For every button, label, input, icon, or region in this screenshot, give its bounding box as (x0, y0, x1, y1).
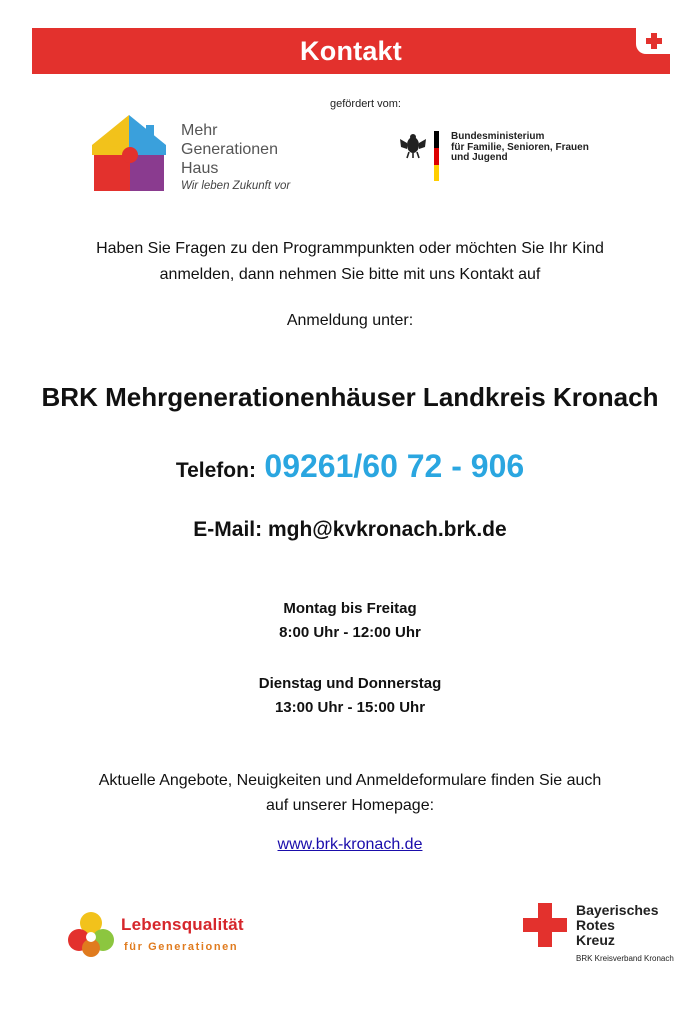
hours-days: Dienstag und Donnerstag (258, 675, 442, 692)
lebensqualitaet-title: Lebensqualität (121, 915, 244, 934)
ministry-line1: Bundesministerium (451, 131, 545, 142)
mgh-line3: Haus (181, 160, 219, 177)
hours-days: Montag bis Freitag (283, 600, 417, 617)
homepage-info-line2: auf unserer Homepage: (265, 797, 435, 814)
red-cross-icon (643, 31, 665, 51)
hours-time: 13:00 Uhr - 15:00 Uhr (274, 699, 426, 716)
brk-line3: Kreuz (576, 932, 615, 948)
email-address[interactable]: E-Mail: mgh@kvkronach.brk.de (193, 518, 507, 541)
phone-label: Telefon: (175, 459, 256, 482)
intro-line1: Haben Sie Fragen zu den Programmpunkten oder möchten Sie Ihr Kind (96, 240, 604, 257)
brk-line1: Bayerisches (576, 902, 659, 918)
brk-kreisverband: BRK Kreisverband Kronach (576, 954, 674, 963)
intro-text (0, 236, 700, 288)
sponsor-label: gefördert vom: (330, 98, 401, 110)
brk-logo-text (576, 903, 659, 948)
page-title: Kontakt (300, 35, 402, 66)
organization-name: BRK Mehrgenerationenhäuser Landkreis Kronach (41, 382, 659, 412)
lebensqualitaet-logo (66, 910, 116, 960)
ministry-line2: für Familie, Senioren, Frauen (451, 141, 589, 153)
red-cross-logo-icon (523, 903, 567, 947)
mgh-line1: Mehr (181, 122, 218, 139)
phone-row (0, 448, 700, 485)
registration-label: Anmeldung unter: (286, 312, 414, 329)
mgh-line2: Generationen (181, 141, 278, 158)
phone-number[interactable]: 09261/60 72 - 906 (264, 448, 525, 484)
brk-line2: Rotes (576, 917, 615, 933)
mehrgenerationenhaus-logo (88, 111, 170, 193)
ministry-logo-text (451, 132, 589, 164)
hours-block-tue-thu (0, 672, 700, 720)
homepage-info-line1: Aktuelle Angebote, Neuigkeiten und Anmeldeformulare finden Sie auch (98, 772, 602, 789)
hours-block-weekdays (0, 597, 700, 645)
hours-time: 8:00 Uhr - 12:00 Uhr (279, 624, 421, 641)
ministry-line3: und Jugend (451, 152, 508, 163)
german-flag-bar (434, 131, 439, 181)
mgh-tagline: Wir leben Zukunft vor (181, 180, 291, 192)
lebensqualitaet-subtitle: für Generationen (124, 941, 239, 953)
federal-eagle-icon (398, 133, 428, 159)
intro-line2: anmelden, dann nehmen Sie bitte mit uns Kontakt auf (159, 266, 541, 283)
homepage-link-row (0, 836, 700, 854)
mgh-logo-text (181, 121, 290, 194)
homepage-link[interactable]: www.brk-kronach.de (277, 836, 423, 853)
homepage-info-text (0, 768, 700, 818)
